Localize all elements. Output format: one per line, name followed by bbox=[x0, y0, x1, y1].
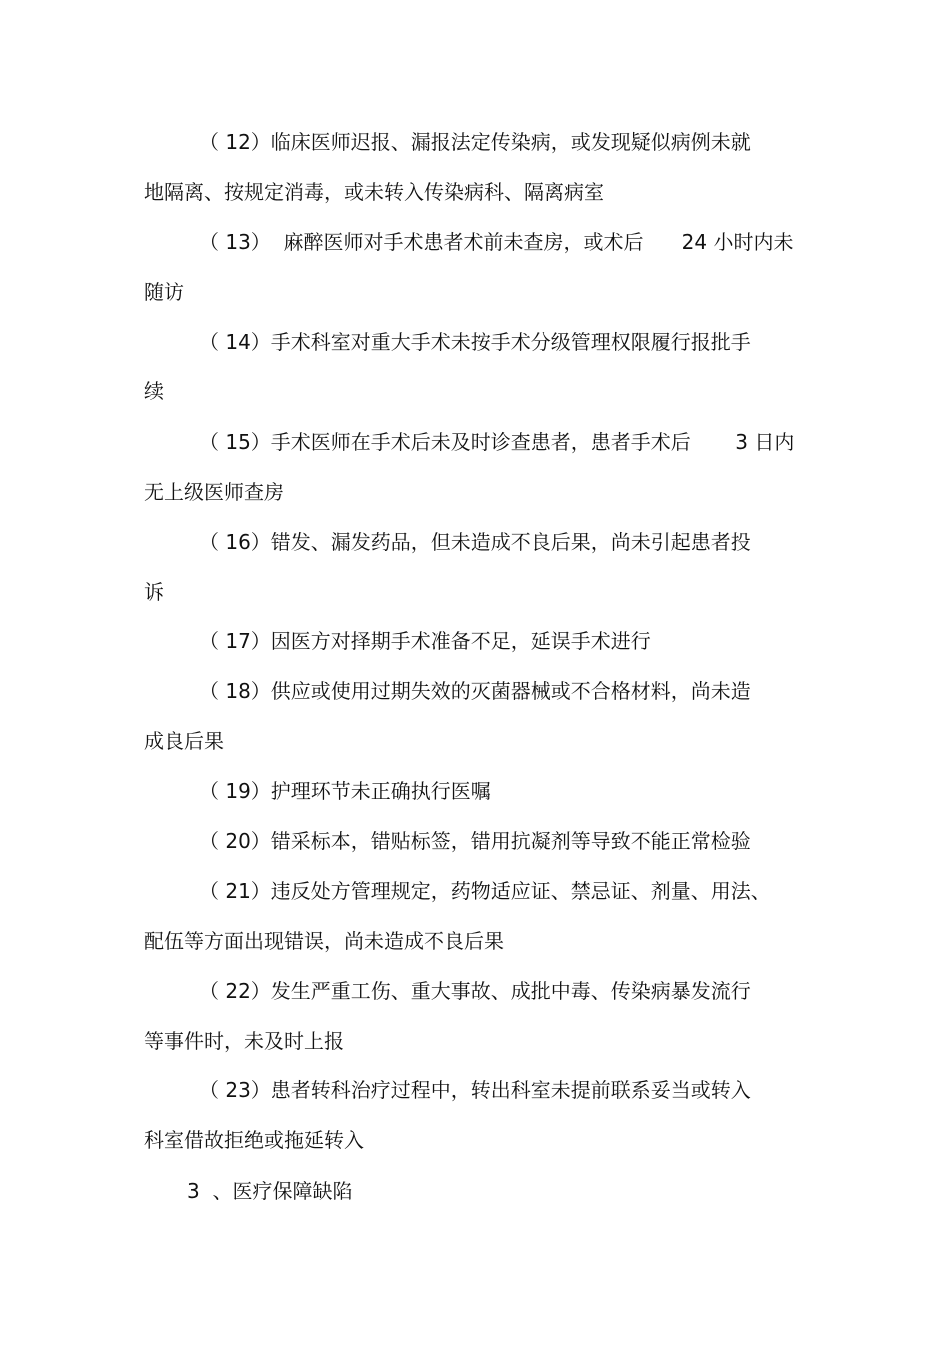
item-21-line-2: 配伍等方面出现错误，尚未造成不良后果 bbox=[144, 929, 504, 953]
item-12-line-2: 地隔离、按规定消毒，或未转入传染病科、隔离病室 bbox=[144, 180, 604, 204]
item-22-line-2: 等事件时，未及时上报 bbox=[144, 1029, 344, 1053]
item-23-line-1: （ 23）患者转科治疗过程中，转出科室未提前联系妥当或转入 bbox=[199, 1078, 751, 1102]
item-14-line-2: 续 bbox=[144, 379, 164, 403]
item-20-line-1: （ 20）错采标本，错贴标签，错用抗凝剂等导致不能正常检验 bbox=[199, 829, 751, 853]
item-18-line-1: （ 18）供应或使用过期失效的灭菌器械或不合格材料，尚未造 bbox=[199, 679, 751, 703]
item-19-line-1: （ 19）护理环节未正确执行医嘱 bbox=[199, 779, 491, 803]
item-18-line-2: 成良后果 bbox=[144, 729, 224, 753]
item-16-line-1: （ 16）错发、漏发药品，但未造成不良后果，尚未引起患者投 bbox=[199, 530, 751, 554]
item-13-line-1: （ 13） 麻醉医师对手术患者术前未查房，或术后 24 小时内未 bbox=[199, 230, 794, 254]
item-23-line-2: 科室借故拒绝或拖延转入 bbox=[144, 1128, 364, 1152]
item-16-line-2: 诉 bbox=[144, 580, 164, 604]
item-22-line-1: （ 22）发生严重工伤、重大事故、成批中毒、传染病暴发流行 bbox=[199, 979, 751, 1003]
item-13-line-2: 随访 bbox=[144, 280, 184, 304]
item-14-line-1: （ 14）手术科室对重大手术未按手术分级管理权限履行报批手 bbox=[199, 330, 751, 354]
item-12-line-1: （ 12）临床医师迟报、漏报法定传染病，或发现疑似病例未就 bbox=[199, 130, 751, 154]
item-21-line-1: （ 21）违反处方管理规定，药物适应证、禁忌证、剂量、用法、 bbox=[199, 879, 771, 903]
item-15-line-2: 无上级医师查房 bbox=[144, 480, 284, 504]
section-3-heading: 3 、医疗保障缺陷 bbox=[187, 1179, 353, 1203]
item-17-line-1: （ 17）因医方对择期手术准备不足，延误手术进行 bbox=[199, 629, 651, 653]
item-15-line-1: （ 15）手术医师在手术后未及时诊查患者，患者手术后 3 日内 bbox=[199, 430, 795, 454]
